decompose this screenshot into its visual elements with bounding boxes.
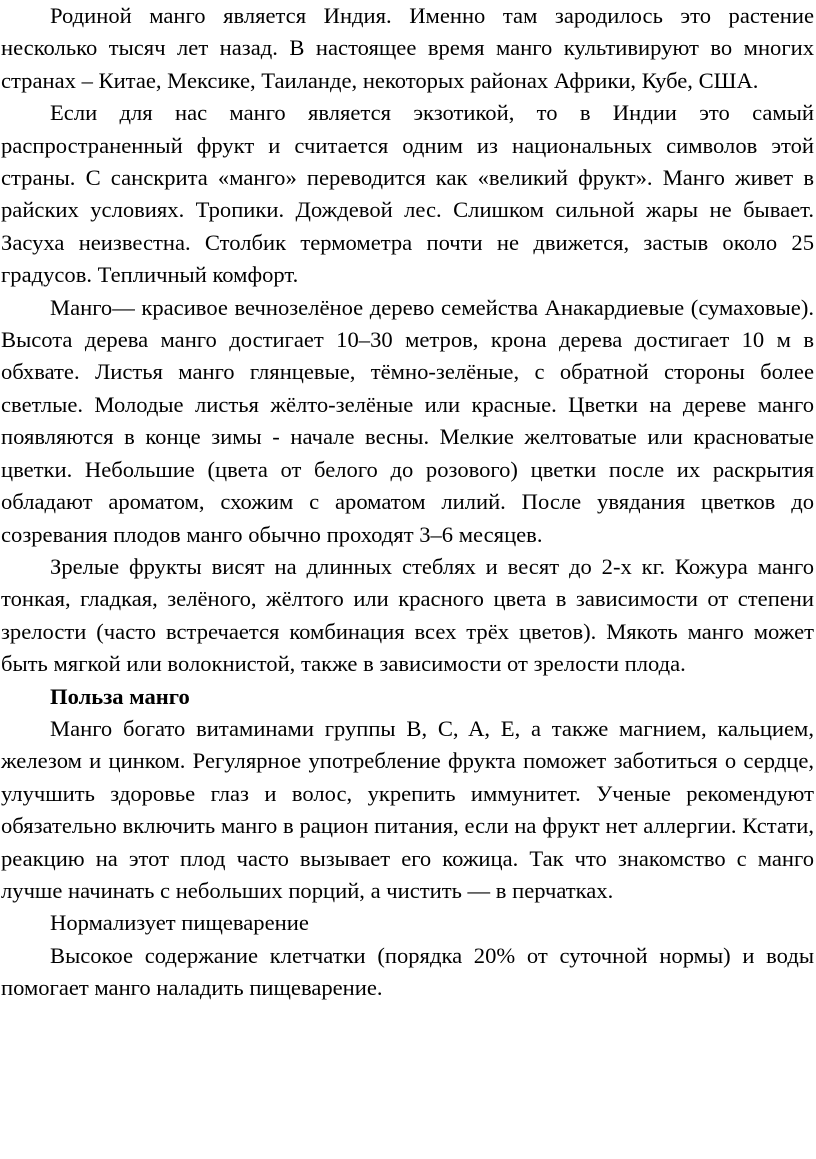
paragraph-tree: Манго— красивое вечнозелёное дерево семейства Анакардиевые (сумаховые). Высота дерева манго достигает 10–30 метров, крона дерева достигает 10 м в обхвате. Листья манго глянцевые, тёмно-зелёные, с обратной стороны более светлые. Молодые листья жёлто-зелёные или красные. Цветки на дереве манго появляются в конце зимы - начале весны. Мелкие желтоватые или красноватые цветки. Небольшие (цвета от белого до розового) цветки после их раскрытия обладают ароматом, схожим с ароматом лилий. После увядания цветков до созревания плодов манго обычно проходят 3–6 месяцев. <box>1 294 814 547</box>
paragraph-digestion: Высокое содержание клетчатки (порядка 20% от суточной нормы) и воды помогает манго наладить пищеварение. <box>1 942 814 1001</box>
paragraph-exotic: Если для нас манго является экзотикой, то в Индии это самый распространенный фрукт и считается одним из национальных символов этой страны. С санскрита «манго» переводится как «великий фрукт». Манго живет в райских условиях. Тропики. Дождевой лес. Слишком сильной жары не бывает. Засуха неизвестна. Столбик термометра почти не движется, застыв около 25 градусов. Тепличный комфорт. <box>1 100 814 288</box>
benefits-heading: Польза манго <box>50 683 190 709</box>
paragraph-origin: Родиной манго является Индия. Именно там зародилось это растение несколько тысяч лет назад. В настоящее время манго культивируют во многих странах – Китае, Мексике, Таиланде, некоторых районах Африки, Кубе, США. <box>1 3 814 93</box>
paragraph-fruit: Зрелые фрукты висят на длинных стеблях и весят до 2-х кг. Кожура манго тонкая, гладкая, зелёного, жёлтого или красного цвета в зависимости от степени зрелости (часто встречается комбинация всех трёх цветов). Мякоть манго может быть мягкой или волокнистой, также в зависимости от зрелости плода. <box>1 553 814 677</box>
digestion-heading: Нормализует пищеварение <box>50 910 309 936</box>
paragraph-benefits: Манго богато витаминами группы B, C, A, E, а также магнием, кальцием, железом и цинком. Регулярное употребление фрукта поможет заботиться о сердце, улучшить здоровье глаз и волос, укрепить иммунитет. Ученые рекомендуют обязательно включить манго в рацион питания, если на фрукт нет аллергии. Кстати, реакцию на этот плод часто вызывает его кожица. Так что знакомство с манго лучше начинать с небольших порций, а чистить — в перчатках. <box>1 715 814 903</box>
